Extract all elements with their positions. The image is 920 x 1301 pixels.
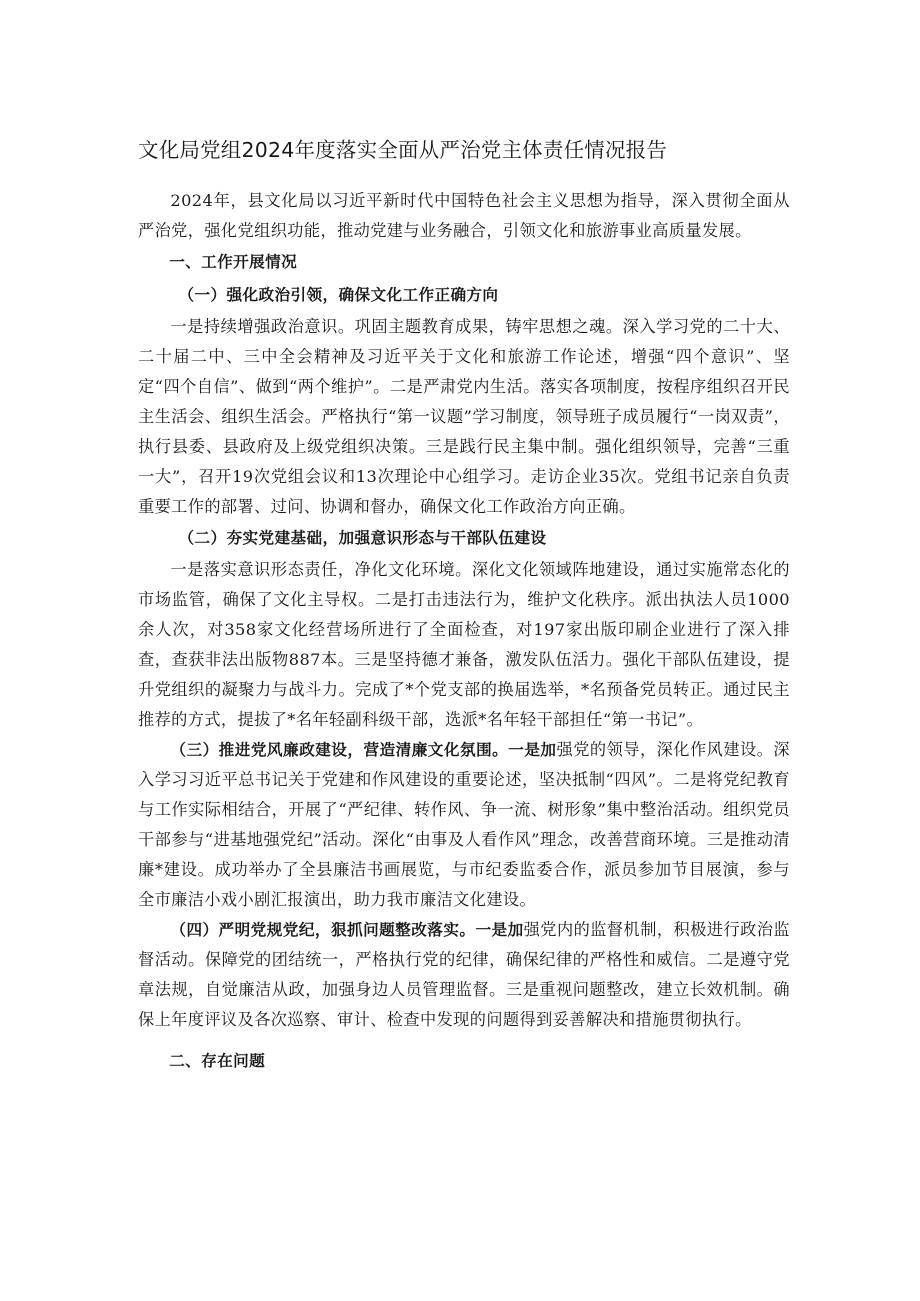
section-gap — [138, 1035, 790, 1045]
subsection-heading-3: （三）推进党风廉政建设，营造清廉文化氛围。一是加 — [170, 741, 557, 759]
subsection-paragraph-1: 一是持续增强政治意识。巩固主题教育成果，铸牢思想之魂。深入学习党的二十大、二十届二中、三中全会精神及习近平关于文化和旅游工作论述，增强“四个意识”、坚定“四个自信”、做到“两个维护”。二是严肃党内生活。落实各项制度，按程序组织召开民主生活会、组织生活会。严格执行“第一议题”学习制度，领导班子成员履行“一岗双责”，执行县委、县政府及上级党组织决策。三是践行民主集中制。强化组织领导，完善“三重一大”，召开19次党组会议和13次理论中心组学习。走访企业35次。党组书记亲自负责重要工作的部署、过问、协调和督办，确保文化工作政治方向正确。 — [138, 317, 790, 516]
subsection-text-3: 强党的领导，深化作风建设。深入学习习近平总书记关于党建和作风建设的重要论述，坚决抵制“四风”。二是将党纪教育与工作实际相结合，开展了“严纪律、转作风、争一流、树形象”集中整治活动。组织党员干部参与“进基地强党纪”活动。深化“由事及人看作风”理念，改善营商环境。三是推动清廉*建设。成功举办了全县廉洁书画展览，与市纪委监委合作，派员参加节目展演，参与全市廉洁小戏小剧汇报演出，助力我市廉洁文化建设。 — [138, 740, 790, 909]
intro-paragraph: 2024年，县文化局以习近平新时代中国特色社会主义思想为指导，深入贯彻全面从严治党，强化党组织功能，推动党建与业务融合，引领文化和旅游事业高质量发展。 — [138, 191, 790, 240]
subsection-paragraph-3 — [138, 735, 790, 915]
subsection-text-4: 强党内的监督机制，积极进行政治监督活动。保障党的团结统一，严格执行党的纪律，确保纪律的严格性和威信。二是遵守党章法规，自觉廉洁从政，加强身边人员管理监督。三是重视问题整改，建立长效机制。确保上年度评议及各次巡察、审计、检查中发现的问题得到妥善解决和措施贯彻执行。 — [138, 920, 790, 1029]
subsection-heading-2: （二）夯实党建基础，加强意识形态与干部队伍建设 — [178, 529, 547, 547]
section-heading-issues: 二、存在问题 — [169, 1052, 266, 1070]
subsection-paragraph-4 — [138, 915, 790, 1035]
document-title: 文化局党组2024年度落实全面从严治党主体责任情况报告 — [138, 138, 668, 162]
subsection-paragraph-2: 一是落实意识形态责任，净化文化环境。深化文化领域阵地建设，通过实施常态化的市场监管，确保了文化主导权。二是打击违法行为，维护文化秩序。派出执法人员1000余人次，对358家文化经营场所进行了全面检查，对197家出版印刷企业进行了深入排查，查获非法出版物887本。三是坚持德才兼备，激发队伍活力。强化干部队伍建设，提升党组织的凝聚力与战斗力。完成了*个党支部的换届选举，*名预备党员转正。通过民主推荐的方式，提拔了*名年轻副科级干部，选派*名年轻干部担任“第一书记”。 — [138, 560, 790, 729]
section-heading-work: 一、工作开展情况 — [169, 253, 298, 271]
subsection-heading-1: （一）强化政治引领，确保文化工作正确方向 — [178, 286, 499, 304]
document-body — [138, 186, 790, 1078]
subsection-heading-4: （四）严明党规党纪，狠抓问题整改落实。一是加 — [170, 921, 524, 939]
